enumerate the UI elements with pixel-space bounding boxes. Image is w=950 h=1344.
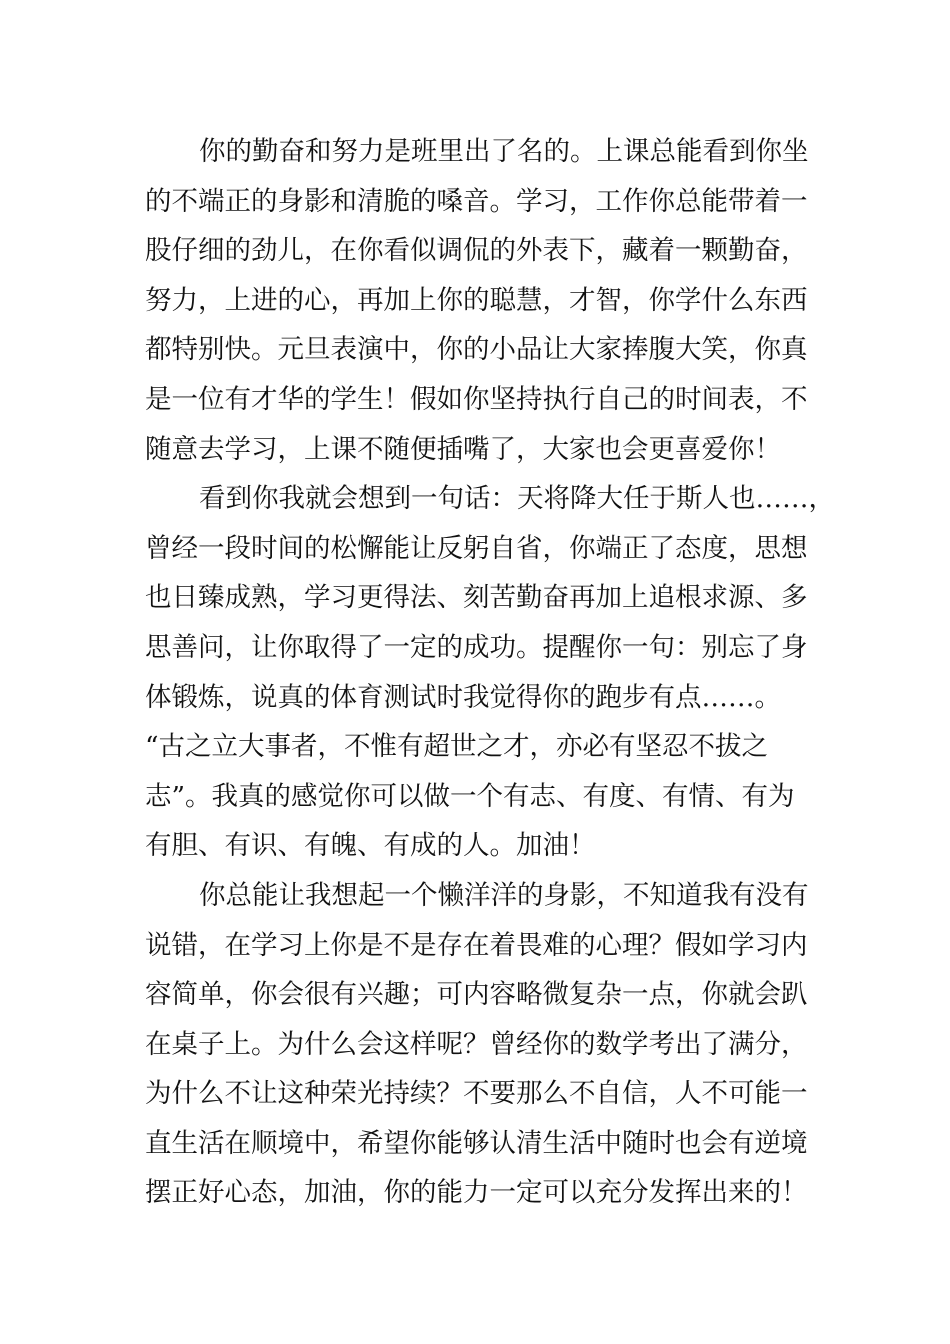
paragraph-2-line-8: 有胆、有识、有魄、有成的人。加油！ (145, 830, 596, 862)
paragraph-3-line-6: 直生活在顺境中，希望你能够认清生活中随时也会有逆境 (145, 1127, 808, 1159)
paragraph-1-line-4: 努力，上进的心，再加上你的聪慧，才智，你学什么东西 (145, 284, 808, 316)
paragraph-1-line-6: 是一位有才华的学生！假如你坚持执行自己的时间表，不 (145, 383, 808, 415)
paragraph-3-line-7: 摆正好心态，加油，你的能力一定可以充分发挥出来的！ (145, 1177, 808, 1209)
paragraph-2-line-1: 看到你我就会想到一句话：天将降大任于斯人也……， (199, 483, 835, 515)
paragraph-1-line-2: 的不端正的身影和清脆的嗓音。学习，工作你总能带着一 (145, 185, 808, 217)
document-body (145, 127, 835, 1218)
paragraph-2-line-7: 志”。我真的感觉你可以做一个有志、有度、有情、有为 (145, 780, 795, 812)
paragraph-1-line-3: 股仔细的劲儿，在你看似调侃的外表下，藏着一颗勤奋， (145, 235, 808, 267)
paragraph-3-line-2: 说错，在学习上你是不是存在着畏难的心理？假如学习内 (145, 929, 808, 961)
paragraph-3-line-3: 容简单，你会很有兴趣；可内容略微复杂一点，你就会趴 (145, 979, 808, 1011)
paragraph-2-line-4: 思善问，让你取得了一定的成功。提醒你一句：别忘了身 (145, 631, 808, 663)
paragraph-3-line-1: 你总能让我想起一个懒洋洋的身影，不知道我有没有 (199, 879, 809, 911)
paragraph-2-line-5: 体锻炼，说真的体育测试时我觉得你的跑步有点……。 (145, 681, 781, 713)
paragraph-2-line-2: 曾经一段时间的松懈能让反躬自省，你端正了态度，思想 (145, 532, 808, 564)
paragraph-3-line-4: 在桌子上。为什么会这样呢？曾经你的数学考出了满分， (145, 1028, 808, 1060)
paragraph-1-line-7: 随意去学习，上课不随便插嘴了，大家也会更喜爱你！ (145, 433, 781, 465)
paragraph-1-line-1: 你的勤奋和努力是班里出了名的。上课总能看到你坐 (199, 136, 809, 167)
paragraph-1-line-5: 都特别快。元旦表演中，你的小品让大家捧腹大笑，你真 (145, 334, 808, 366)
paragraph-2-line-6: “古之立大事者，不惟有超世之才，亦必有坚忍不拔之 (145, 731, 769, 763)
paragraph-2-line-3: 也日臻成熟，学习更得法、刻苦勤奋再加上追根求源、多 (145, 582, 808, 614)
paragraph-3-line-5: 为什么不让这种荣光持续？不要那么不自信，人不可能一 (145, 1078, 808, 1110)
